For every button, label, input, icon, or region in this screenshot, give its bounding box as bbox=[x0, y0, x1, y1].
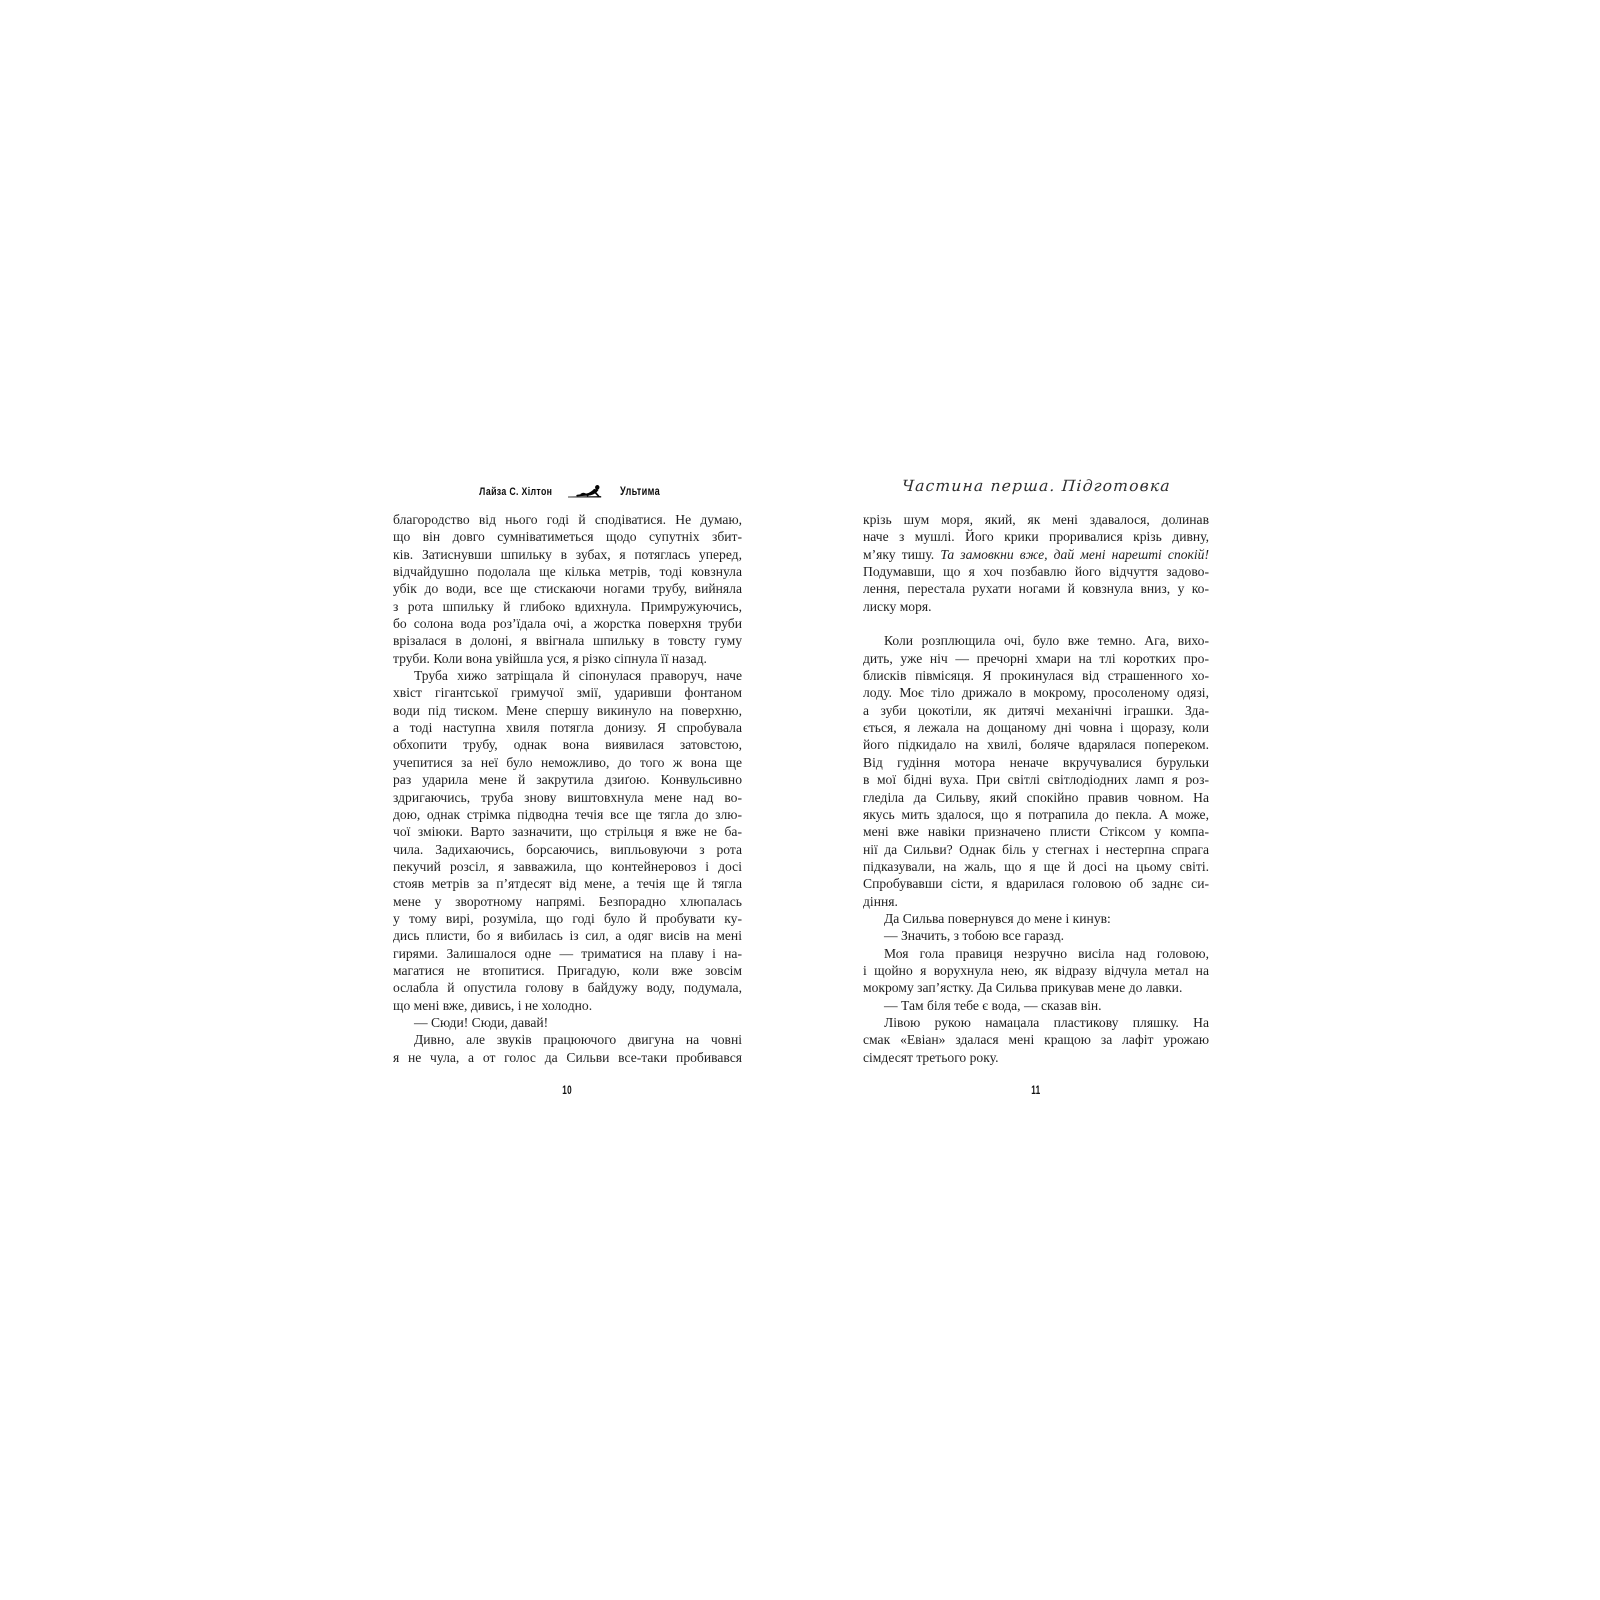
text-line bbox=[863, 911, 1209, 928]
text-segment: Да Сильва повернувся до мене і кинув: bbox=[884, 910, 1111, 926]
text-segment: бо солона вода роз’їдала очі, а жорстка поверхня труби bbox=[393, 616, 742, 632]
text-line bbox=[863, 1015, 1209, 1032]
running-header-left bbox=[393, 484, 742, 500]
text-line bbox=[863, 703, 1209, 720]
text-line bbox=[863, 720, 1209, 737]
text-line bbox=[393, 564, 742, 581]
text-line bbox=[863, 790, 1209, 807]
text-line bbox=[393, 1032, 742, 1049]
page-number-right: 11 bbox=[1031, 1083, 1041, 1097]
text-line bbox=[393, 772, 742, 789]
text-line bbox=[863, 737, 1209, 754]
text-line bbox=[393, 963, 742, 980]
text-segment: Спробувавши сісти, я вдарилася головою об заднє си- bbox=[863, 876, 1209, 892]
text-segment: Дивно, але звуків працюючого двигуна на човні bbox=[414, 1032, 742, 1048]
text-segment: а зуби цокотіли, як дитячі механічні іграшки. Зда- bbox=[863, 702, 1209, 718]
text-line bbox=[863, 755, 1209, 772]
text-segment: у тому вирі, розуміла, що годі було й пробувати ку- bbox=[393, 910, 742, 926]
text-segment: блисків півмісяця. Я прокинулася від страшенного хо- bbox=[863, 668, 1209, 684]
text-line bbox=[393, 1015, 742, 1032]
section-title: Частина перша. Підготовка bbox=[900, 477, 1172, 495]
text-line bbox=[863, 581, 1209, 598]
text-segment: сімдесят третього року. bbox=[863, 1049, 999, 1065]
running-header-right bbox=[863, 477, 1209, 495]
text-line bbox=[393, 737, 742, 754]
text-line bbox=[863, 547, 1209, 564]
text-line bbox=[863, 824, 1209, 841]
text-segment: ослабла й опустила голову в байдужу воду, подумала, bbox=[393, 980, 742, 996]
text-segment: — Сюди! Сюди, давай! bbox=[414, 1014, 549, 1030]
text-segment: м’яку тишу. bbox=[863, 546, 941, 562]
text-segment: ється, я лежала на дощаному дні човна і щоразу, коли bbox=[863, 720, 1209, 736]
text-line bbox=[393, 685, 742, 702]
text-line bbox=[393, 668, 742, 685]
text-segment: гирями. Залишалося одне — триматися на плаву і на- bbox=[393, 945, 742, 961]
reclining-woman-silhouette-icon bbox=[568, 484, 608, 500]
page-number-left: 10 bbox=[562, 1083, 573, 1097]
text-line bbox=[863, 1032, 1209, 1049]
text-segment: смак «Евіан» здалася мені кращою за лафіт урожаю bbox=[863, 1032, 1209, 1048]
text-line bbox=[393, 616, 742, 633]
page-right-text-column bbox=[863, 512, 1209, 1067]
text-segment: учепитися за неї було неможливо, до того ж вона ще bbox=[393, 754, 742, 770]
text-line bbox=[393, 599, 742, 616]
text-segment: хвіст гігантської гримучої змії, ударивши фонтаном bbox=[393, 685, 742, 701]
text-segment: стояв метрів за п’ятдесят від мене, а течія ще й тягла bbox=[393, 876, 742, 892]
text-segment: обхопити трубу, однак вона виявилася затовстою, bbox=[393, 737, 742, 753]
text-line bbox=[863, 876, 1209, 893]
text-segment: мокрому зап’ястку. Да Сильва прикував мене до лавки. bbox=[863, 980, 1183, 996]
text-line bbox=[393, 842, 742, 859]
text-line bbox=[863, 842, 1209, 859]
text-segment: що він довго сумніватиметься щодо супутніх збит- bbox=[393, 529, 742, 545]
text-line bbox=[863, 685, 1209, 702]
text-segment: чила. Задихаючись, борсаючись, випльовуючи з рота bbox=[393, 841, 742, 857]
text-segment: благородство від нього годі й сподіватися. Не думаю, bbox=[393, 512, 742, 527]
text-segment: дою, однак стрімка підводна течія все ще тягла до злю- bbox=[393, 806, 742, 822]
text-line bbox=[393, 720, 742, 737]
text-line bbox=[393, 512, 742, 529]
book-title: Ультима bbox=[620, 486, 661, 498]
text-line bbox=[393, 911, 742, 928]
text-segment: діння. bbox=[863, 893, 898, 909]
text-segment: убік до води, все ще стискаючи ногами трубу, вийняла bbox=[393, 581, 742, 597]
text-line bbox=[393, 859, 742, 876]
text-segment: здригаючись, труба знову виштовхнула мене над во- bbox=[393, 789, 742, 805]
text-line bbox=[863, 894, 1209, 911]
text-segment: — Значить, з тобою все гаразд. bbox=[884, 928, 1065, 944]
text-segment: труби. Коли вона увійшла уся, я різко сіпнула її назад. bbox=[393, 650, 707, 666]
author-name: Лайза С. Хілтон bbox=[478, 486, 553, 498]
text-segment: раз ударила мене й закрутила дзиґою. Конвульсивно bbox=[393, 772, 742, 788]
text-line bbox=[863, 564, 1209, 581]
text-line bbox=[393, 529, 742, 546]
text-line bbox=[863, 1050, 1209, 1067]
text-segment: крізь шум моря, який, як мені здавалося, долинав bbox=[863, 512, 1209, 527]
text-line bbox=[393, 581, 742, 598]
text-line bbox=[863, 859, 1209, 876]
text-line bbox=[393, 998, 742, 1015]
text-line bbox=[393, 946, 742, 963]
text-segment: з рота шпильку й глибоко вдихнула. Примружуючись, bbox=[393, 598, 742, 614]
text-line bbox=[393, 651, 742, 668]
text-line bbox=[393, 894, 742, 911]
text-segment: а тоді наступна хвиля потягла донизу. Я спробувала bbox=[393, 720, 742, 736]
text-line bbox=[863, 980, 1209, 997]
text-segment: якусь мить здалося, що я потрапила до пекла. А може, bbox=[863, 806, 1209, 822]
text-segment: мене у зворотному напрямі. Безпорадно хлюпалась bbox=[393, 893, 742, 909]
text-line bbox=[393, 1050, 742, 1067]
text-segment: лиску моря. bbox=[863, 598, 932, 614]
text-line bbox=[393, 824, 742, 841]
text-segment: магатися не втопитися. Пригадую, коли вже зовсім bbox=[393, 962, 742, 978]
text-segment: — Там біля тебе є вода, — сказав він. bbox=[884, 997, 1102, 1013]
text-segment: води під тиском. Мене спершу викинуло на поверхню, bbox=[393, 702, 742, 718]
text-segment: врізалася в долоні, я ввігнала шпильку в товсту гуму bbox=[393, 633, 742, 649]
text-segment: нії да Сильви? Однак біль у стегнах і нестерпна спрага bbox=[863, 841, 1209, 857]
text-segment: наче з мушлі. Його крики проривалися крізь дивну, bbox=[863, 529, 1209, 545]
text-line bbox=[393, 928, 742, 945]
text-segment: Коли розплющила очі, було вже темно. Ага, вихо- bbox=[884, 633, 1209, 649]
text-line bbox=[393, 980, 742, 997]
text-line bbox=[393, 807, 742, 824]
text-line bbox=[863, 998, 1209, 1015]
text-segment: відчайдушно подолала ще кілька метрів, тоді ковзнула bbox=[393, 564, 742, 580]
text-segment: лоду. Моє тіло дрижало в мокрому, просоленому одязі, bbox=[863, 685, 1209, 701]
text-segment: Подумавши, що я хоч позбавлю його відчуття задово- bbox=[863, 564, 1209, 580]
text-segment: мені вже навіки призначено плисти Стіксом у компа- bbox=[863, 824, 1209, 840]
text-segment: гледіла да Сильву, який спокійно правив човном. На bbox=[863, 789, 1209, 805]
text-segment: пекучий розсіл, я завважила, що контейнеровоз і досі bbox=[393, 858, 742, 874]
text-line bbox=[393, 876, 742, 893]
text-line bbox=[863, 529, 1209, 546]
text-segment: дись плисти, бо я вибилась із сил, а одяг висів на мені bbox=[393, 928, 742, 944]
text-line bbox=[863, 651, 1209, 668]
text-segment: лення, перестала рухати ногами й ковзнула вниз, у ко- bbox=[863, 581, 1209, 597]
text-line bbox=[863, 928, 1209, 945]
text-line bbox=[863, 772, 1209, 789]
text-line bbox=[863, 633, 1209, 650]
text-segment: ків. Затиснувши шпильку в зубах, я потяглась уперед, bbox=[393, 546, 742, 562]
text-line bbox=[863, 807, 1209, 824]
text-segment: Лівою рукою намацала пластикову пляшку. На bbox=[884, 1014, 1209, 1030]
text-segment: і щойно я ворухнула нею, як відразу відчула метал на bbox=[863, 962, 1209, 978]
text-segment: дить, уже ніч — пречорні хмари на тлі коротких про- bbox=[863, 650, 1209, 666]
text-segment: підказували, на жаль, що я ще й досі на цьому світі. bbox=[863, 858, 1209, 874]
text-segment: в мої бідні вуха. При світлі світлодіодних ламп я роз- bbox=[863, 772, 1209, 788]
text-line bbox=[393, 755, 742, 772]
text-segment: що мені вже, дивись, і не холодно. bbox=[393, 997, 593, 1013]
text-line bbox=[393, 790, 742, 807]
italic-text-segment: Та замовкни вже, дай мені нарешті спокій! bbox=[940, 546, 1209, 562]
page-left-text-column bbox=[393, 512, 742, 1067]
text-segment: Моя гола правиця незручно висіла над головою, bbox=[884, 945, 1209, 961]
text-line bbox=[863, 599, 1209, 616]
text-segment: його підкидало на хвилі, боляче вдарялася попереком. bbox=[863, 737, 1209, 753]
text-line bbox=[393, 633, 742, 650]
text-line bbox=[393, 703, 742, 720]
text-segment: я не чула, а от голос да Сильви все-таки пробивався bbox=[393, 1049, 742, 1065]
text-line bbox=[863, 963, 1209, 980]
text-line bbox=[863, 512, 1209, 529]
text-line bbox=[393, 547, 742, 564]
text-segment: чої зміюки. Варто зазначити, що стрільця я вже не ба- bbox=[393, 824, 742, 840]
text-segment: Від гудіння мотора неначе вкручувалися бурульки bbox=[863, 754, 1209, 770]
text-line bbox=[863, 946, 1209, 963]
text-line bbox=[863, 668, 1209, 685]
text-segment: Труба хижо затріщала й сіпонулася праворуч, наче bbox=[414, 668, 742, 684]
